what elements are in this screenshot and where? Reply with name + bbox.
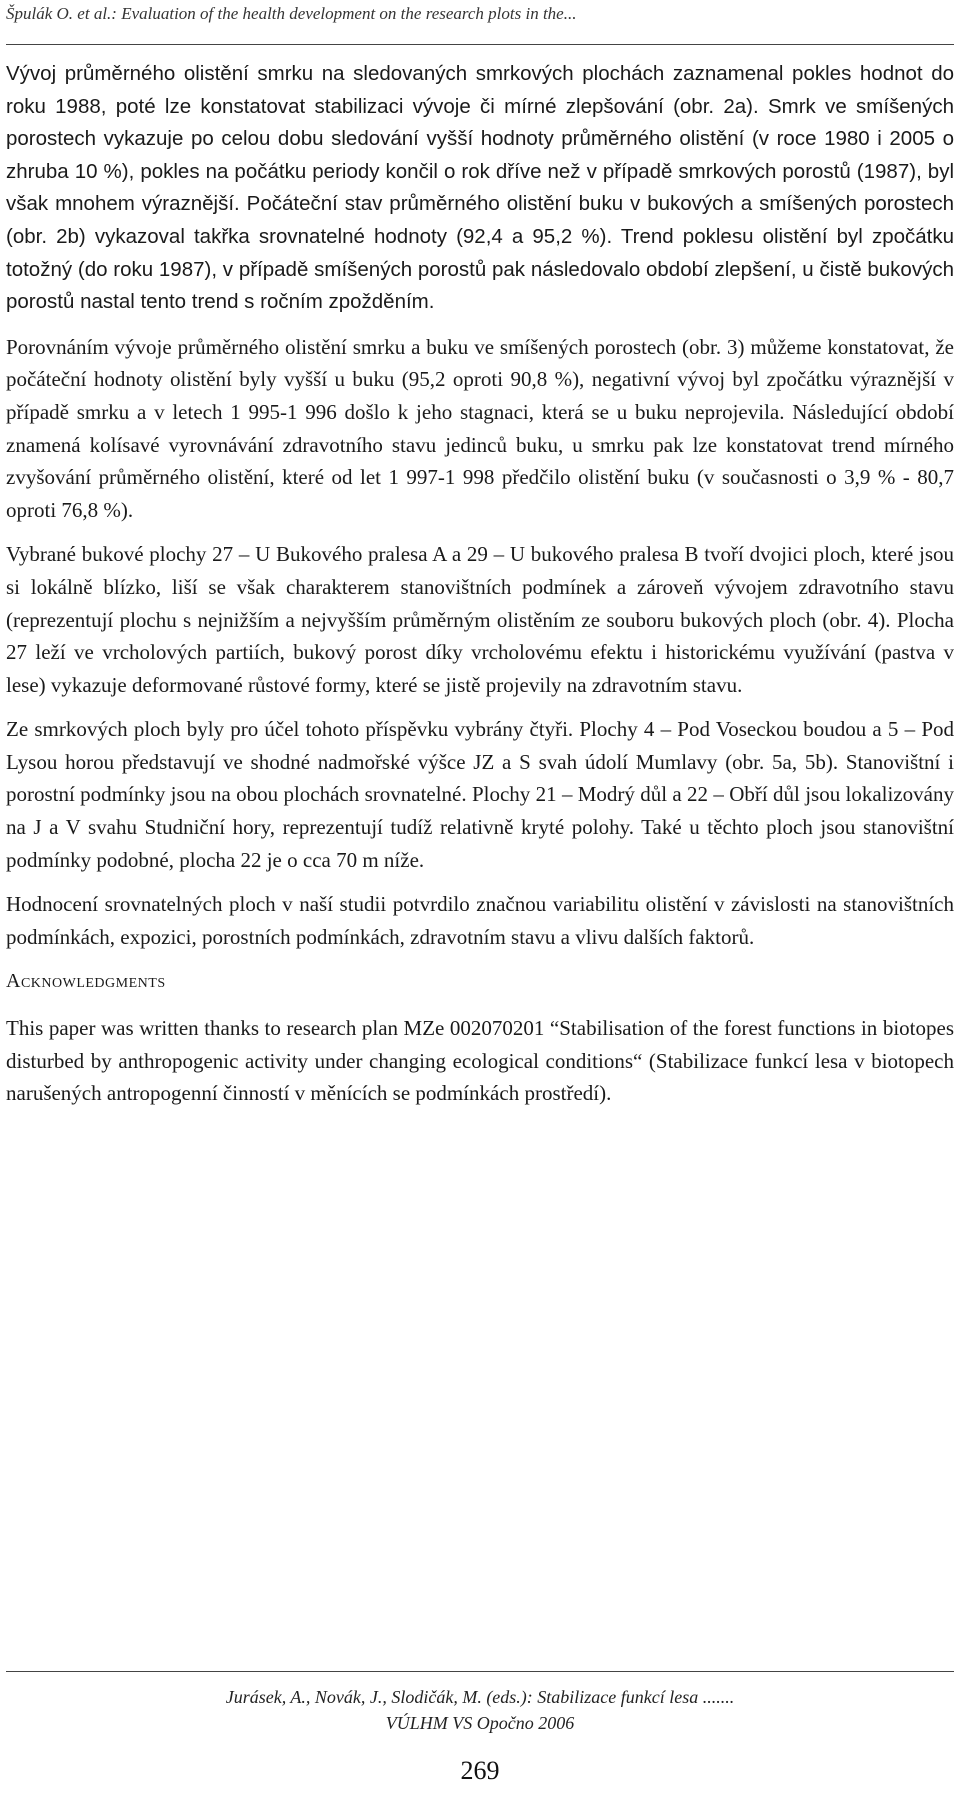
footer-citation-line-2: VÚLHM VS Opočno 2006 xyxy=(385,1713,575,1733)
paragraph-conclusion: Hodnocení srovnatelných ploch v naší studii potvrdilo značnou variabilitu olistění v závislosti na stanovištních podmínkách, expozici, porostních podmínkách, zdravotním stavu a vlivu dalších faktorů. xyxy=(6,892,954,949)
page-number: 269 xyxy=(460,1756,500,1785)
footer-citation xyxy=(0,1684,960,1736)
paragraph-mixed-stands-comparison: Porovnáním vývoje průměrného olistění smrku a buku ve smíšených porostech (obr. 3) můžeme konstatovat, že počáteční hodnoty olistění byly vyšší u buku (95,2 oproti 90,8 %), negativní vývoj byl zpočátku výraznější v případě smrku a v letech 1 995-1 996 došlo k jeho stagnaci, která se u buku neprojevila. Následující období znamená kolísavé vyrovnávání zdravotního stavu jedinců buku, u smrku pak lze konstatovat trend mírného zvyšování průměrného olistění, které od let 1 997-1 998 předčilo olistění buku (v současnosti o 3,9 % - 80,7 oproti 76,8 %). xyxy=(6,334,954,522)
header-rule xyxy=(6,44,954,45)
paragraph-spruce-trend: Vývoj průměrného olistění smrku na sledovaných smrkových plochách zaznamenal pokles hodnot do roku 1988, poté lze konstatovat stabilizaci vývoje či mírné zlepšování (obr. 2a). Smrk ve smíšených porostech vykazuje po celou dobu sledování vyšší hodnoty průměrného olistění (v roce 1980 i 2005 o zhruba 10 %), pokles na počátku periody končil o rok dříve než v případě smrkových porostů (1987), byl však mnohem výraznější. Počáteční stav průměrného olistění buku v bukových a smíšených porostech (obr. 2b) vykazoval takřka srovnatelné hodnoty (92,4 a 95,2 %). Trend poklesu olistění byl zpočátku totožný (do roku 1987), v případě smíšených porostů pak následovalo období zlepšení, u čistě bukových porostů nastal tento trend s ročním zpožděním. xyxy=(6,62,954,314)
footer-rule xyxy=(6,1671,954,1672)
footer-citation-line-1: Jurásek, A., Novák, J., Slodičák, M. (eds.): Stabilizace funkcí lesa ....... xyxy=(225,1687,735,1707)
acknowledgments-text: This paper was written thanks to research plan MZe 002070201 “Stabilisation of the forest functions in biotopes disturbed by anthropogenic activity under changing ecological conditions“ (Stabilizace funkcí lesa v biotopech narušených antropogenní činností v měnících se podmínkách prostředí). xyxy=(6,1016,954,1106)
body-text xyxy=(6,58,954,1122)
running-header: Špulák O. et al.: Evaluation of the health development on the research plots in the... xyxy=(6,4,577,23)
paragraph-beech-plots: Vybrané bukové plochy 27 – U Bukového pralesa A a 29 – U bukového pralesa B tvoří dvojici ploch, které jsou si lokálně blízko, liší se však charakterem stanovištních podmínek a zároveň vývojem zdravotního stavu (reprezentují plochu s nejnižším a nejvyšším průměrným olistěním ze souboru bukových ploch (obr. 4). Plocha 27 leží ve vrcholových partiích, bukový porost díky vrcholovému efektu i historickému využívání (pastva v lese) vykazuje deformované růstové formy, které se jistě projevily na zdravotním stavu. xyxy=(6,542,954,697)
acknowledgments-heading: Acknowledgments xyxy=(6,970,166,993)
paragraph-spruce-plots: Ze smrkových ploch byly pro účel tohoto příspěvku vybrány čtyři. Plochy 4 – Pod Voseckou boudou a 5 – Pod Lysou horou představují ve shodné nadmořské výšce JZ a S svah údolí Mumlavy (obr. 5a, 5b). Stanovištní i porostní podmínky jsou na obou plochách srovnatelné. Plochy 21 – Modrý důl a 22 – Obří důl jsou lokalizovány na J a V svahu Studniční hory, reprezentují tudíž relativně kryté polohy. Také u těchto ploch jsou stanovištní podmínky podobné, plocha 22 je o cca 70 m níže. xyxy=(6,717,954,872)
